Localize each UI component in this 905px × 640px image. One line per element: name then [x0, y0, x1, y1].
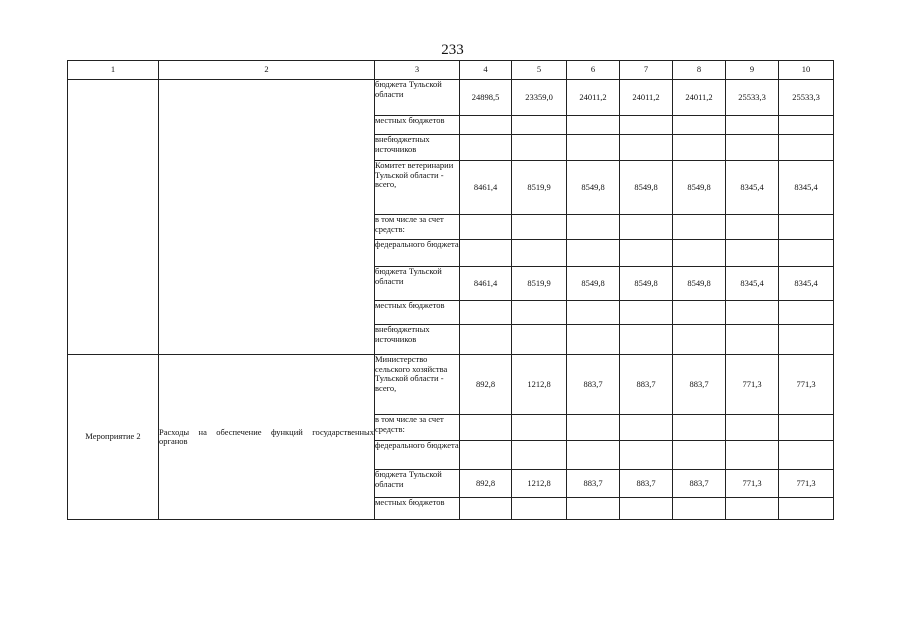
funding-source: федерального бюджета — [375, 240, 460, 267]
value-cell: 8549,8 — [567, 267, 620, 301]
value-cell: 771,3 — [779, 470, 834, 498]
header-cell: 7 — [620, 61, 673, 80]
table-row — [68, 355, 834, 415]
value-cell: 8549,8 — [620, 161, 673, 215]
value-cell — [620, 498, 673, 520]
value-cell — [779, 135, 834, 161]
value-cell — [779, 415, 834, 441]
value-cell: 8345,4 — [726, 267, 779, 301]
value-cell: 8345,4 — [726, 161, 779, 215]
value-cell — [726, 325, 779, 355]
value-cell — [620, 415, 673, 441]
value-cell — [512, 215, 567, 240]
value-cell — [460, 301, 512, 325]
value-cell: 24898,5 — [460, 80, 512, 116]
value-cell: 771,3 — [726, 355, 779, 415]
funding-source: бюджета Тульской области — [375, 267, 460, 301]
value-cell — [779, 116, 834, 135]
value-cell: 1212,8 — [512, 470, 567, 498]
value-cell — [567, 325, 620, 355]
value-cell — [620, 441, 673, 470]
value-cell — [512, 415, 567, 441]
value-cell — [673, 301, 726, 325]
value-cell: 8345,4 — [779, 161, 834, 215]
header-cell: 6 — [567, 61, 620, 80]
value-cell: 1212,8 — [512, 355, 567, 415]
value-cell — [512, 116, 567, 135]
value-cell — [673, 116, 726, 135]
value-cell — [779, 301, 834, 325]
measure-description — [159, 80, 375, 355]
value-cell: 883,7 — [673, 355, 726, 415]
funding-source: Министерство сельского хозяйства Тульской области - всего, — [375, 355, 460, 415]
value-cell — [620, 301, 673, 325]
value-cell — [512, 441, 567, 470]
funding-source: бюджета Тульской области — [375, 80, 460, 116]
value-cell: 892,8 — [460, 355, 512, 415]
value-cell: 771,3 — [726, 470, 779, 498]
value-cell — [567, 415, 620, 441]
header-cell: 3 — [375, 61, 460, 80]
value-cell — [567, 498, 620, 520]
header-cell: 9 — [726, 61, 779, 80]
header-row — [68, 61, 834, 80]
funding-source: местных бюджетов — [375, 116, 460, 135]
funding-source: в том числе за счет средств: — [375, 415, 460, 441]
value-cell — [779, 441, 834, 470]
value-cell: 883,7 — [673, 470, 726, 498]
measure-label: Мероприятие 2 — [68, 355, 159, 520]
value-cell: 8345,4 — [779, 267, 834, 301]
value-cell: 25533,3 — [779, 80, 834, 116]
value-cell — [460, 215, 512, 240]
value-cell: 8549,8 — [620, 267, 673, 301]
value-cell — [460, 240, 512, 267]
value-cell — [673, 415, 726, 441]
header-cell: 1 — [68, 61, 159, 80]
value-cell — [460, 116, 512, 135]
value-cell: 8461,4 — [460, 161, 512, 215]
value-cell — [726, 415, 779, 441]
budget-table — [67, 60, 834, 520]
value-cell: 883,7 — [620, 470, 673, 498]
value-cell — [726, 441, 779, 470]
value-cell — [726, 215, 779, 240]
table-row — [68, 80, 834, 116]
value-cell: 8549,8 — [673, 161, 726, 215]
value-cell: 892,8 — [460, 470, 512, 498]
value-cell: 883,7 — [620, 355, 673, 415]
value-cell — [673, 240, 726, 267]
value-cell — [726, 301, 779, 325]
funding-source: внебюджетных источников — [375, 135, 460, 161]
value-cell — [620, 325, 673, 355]
value-cell — [779, 325, 834, 355]
value-cell — [620, 135, 673, 161]
value-cell: 23359,0 — [512, 80, 567, 116]
value-cell: 8549,8 — [673, 267, 726, 301]
value-cell — [512, 325, 567, 355]
value-cell: 25533,3 — [726, 80, 779, 116]
measure-description: Расходы на обеспечение функций государственных органов — [159, 355, 375, 520]
funding-source: внебюджетных источников — [375, 325, 460, 355]
value-cell — [673, 325, 726, 355]
value-cell — [673, 498, 726, 520]
header-cell: 8 — [673, 61, 726, 80]
funding-source: в том числе за счет средств: — [375, 215, 460, 240]
value-cell: 771,3 — [779, 355, 834, 415]
value-cell — [620, 215, 673, 240]
value-cell: 8519,9 — [512, 161, 567, 215]
funding-source: местных бюджетов — [375, 301, 460, 325]
value-cell — [779, 498, 834, 520]
value-cell — [620, 116, 673, 135]
funding-source: Комитет ветеринарии Тульской области - всего, — [375, 161, 460, 215]
value-cell — [460, 415, 512, 441]
value-cell: 24011,2 — [620, 80, 673, 116]
value-cell — [673, 441, 726, 470]
value-cell — [726, 240, 779, 267]
value-cell — [512, 301, 567, 325]
header-cell: 5 — [512, 61, 567, 80]
funding-source: бюджета Тульской области — [375, 470, 460, 498]
value-cell — [567, 240, 620, 267]
value-cell — [460, 441, 512, 470]
funding-source: местных бюджетов — [375, 498, 460, 520]
value-cell — [567, 215, 620, 240]
value-cell — [567, 135, 620, 161]
header-cell: 4 — [460, 61, 512, 80]
value-cell: 24011,2 — [673, 80, 726, 116]
value-cell — [673, 135, 726, 161]
value-cell — [779, 240, 834, 267]
header-cell: 10 — [779, 61, 834, 80]
value-cell — [567, 116, 620, 135]
header-cell: 2 — [159, 61, 375, 80]
value-cell: 8519,9 — [512, 267, 567, 301]
value-cell — [512, 240, 567, 267]
value-cell — [726, 498, 779, 520]
page-number: 233 — [441, 42, 464, 58]
value-cell — [726, 135, 779, 161]
value-cell — [620, 240, 673, 267]
measure-label — [68, 80, 159, 355]
value-cell — [512, 135, 567, 161]
value-cell — [460, 135, 512, 161]
value-cell — [460, 498, 512, 520]
value-cell: 8461,4 — [460, 267, 512, 301]
value-cell: 8549,8 — [567, 161, 620, 215]
value-cell: 883,7 — [567, 470, 620, 498]
value-cell: 883,7 — [567, 355, 620, 415]
value-cell — [726, 116, 779, 135]
value-cell: 24011,2 — [567, 80, 620, 116]
value-cell — [673, 215, 726, 240]
value-cell — [460, 325, 512, 355]
value-cell — [567, 301, 620, 325]
value-cell — [779, 215, 834, 240]
funding-source: федерального бюджета — [375, 441, 460, 470]
value-cell — [567, 441, 620, 470]
value-cell — [512, 498, 567, 520]
